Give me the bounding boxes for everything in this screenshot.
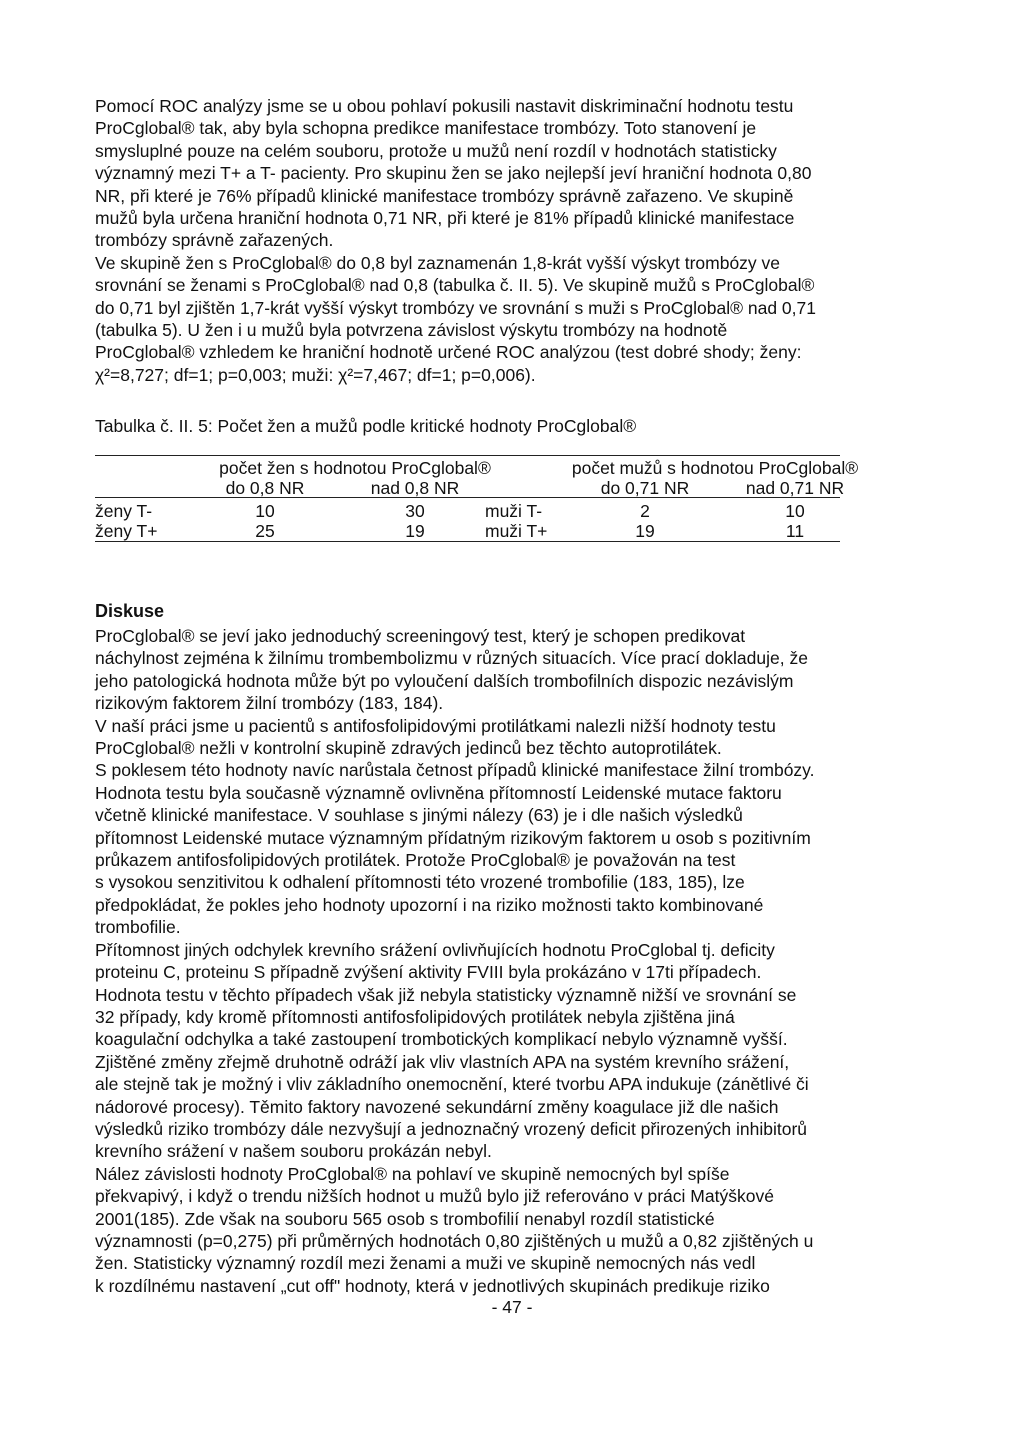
text-line: Hodnota testu v těchto případech však již nebyla statisticky významně nižší ve srovnání se bbox=[95, 984, 797, 1005]
discussion-text bbox=[95, 625, 880, 1297]
men-col-high-header: nad 0,71 NR bbox=[745, 478, 845, 498]
text-line: S poklesem této hodnoty navíc narůstala četnost případů klinické manifestace žilní trombózy. bbox=[95, 760, 815, 781]
text-line: rizikovým faktorem žilní trombózy (183, 184). bbox=[95, 693, 444, 714]
table-cell: 19 bbox=[635, 521, 655, 541]
text-line: Přítomnost jiných odchylek krevního srážení ovlivňujících hodnotu ProCglobal tj. deficity bbox=[95, 939, 775, 960]
text-line: náchylnost zejména k žilnímu trombembolizmu v různých situacích. Více prací dokladuje, že bbox=[95, 648, 808, 669]
text-line: srovnání se ženami s ProCglobal® nad 0,8 (tabulka č. II. 5). Ve skupině mužů s ProCglobal® bbox=[95, 275, 815, 296]
text-line: koagulační odchylka a také zastoupení trombotických komplikací nebylo významně vyšší. bbox=[95, 1029, 788, 1050]
table-bottom-rule bbox=[95, 541, 840, 542]
table-cell: 2 bbox=[640, 501, 650, 521]
discussion-heading: Diskuse bbox=[95, 601, 165, 621]
table-cell: 19 bbox=[405, 521, 425, 541]
table-row-label: muži T+ bbox=[485, 521, 548, 541]
table-cell: 10 bbox=[255, 501, 275, 521]
table-header-rule bbox=[95, 497, 840, 498]
text-line: NR, při které je 76% případů klinické manifestace trombózy správně zařazeno. Ve skupině bbox=[95, 185, 794, 206]
text-line: Zjištěné změny zřejmě druhotně odráží jak vliv vlastních APA na systém krevního srážení, bbox=[95, 1051, 790, 1072]
text-line: Ve skupině žen s ProCglobal® do 0,8 byl zaznamenán 1,8-krát vyšší výskyt trombózy ve bbox=[95, 252, 781, 273]
text-line: Nález závislosti hodnoty ProCglobal® na pohlaví ve skupině nemocných byl spíše bbox=[95, 1163, 730, 1184]
text-line: trombofilie. bbox=[95, 917, 181, 938]
table-top-rule bbox=[95, 455, 840, 456]
text-line: včetně klinické manifestace. V souhlase s jinými nálezy (63) je i dle našich výsledků bbox=[95, 805, 743, 826]
table-row-label: ženy T+ bbox=[95, 521, 158, 541]
text-line: krevního srážení v našem souboru prokázán nebyl. bbox=[95, 1141, 492, 1162]
text-line: χ²=8,727; df=1; p=0,003; muži: χ²=7,467; df=1; p=0,006). bbox=[95, 364, 536, 385]
table-cell: 10 bbox=[785, 501, 805, 521]
men-group-header: počet mužů s hodnotou ProCglobal® bbox=[571, 458, 859, 478]
text-line: významný mezi T+ a T- pacienty. Pro skupinu žen se jako nejlepší jeví hraniční hodnota 0,80 bbox=[95, 163, 812, 184]
text-line: smysluplné pouze na celém souboru, protože u mužů není rozdíl v hodnotách statisticky bbox=[95, 140, 777, 161]
text-line: 2001(185). Zde však na souboru 565 osob s trombofilií nenabyl rozdíl statistické bbox=[95, 1208, 715, 1229]
text-line: výsledků riziko trombózy dále nezvyšují a jednoznačný vrozený deficit přirozených inhibitorů bbox=[95, 1118, 808, 1139]
women-group-header: počet žen s hodnotou ProCglobal® bbox=[219, 458, 491, 478]
men-col-low-header: do 0,71 NR bbox=[600, 478, 690, 498]
text-line: přítomnost Leidenské mutace významným přídatným rizikovým faktorem u osob s pozitivním bbox=[95, 827, 811, 848]
text-line: Hodnota testu byla současně významně ovlivněna přítomností Leidenské mutace faktoru bbox=[95, 782, 782, 803]
text-line: jeho patologická hodnota může být po vyloučení dalších trombofilních dispozic nezávislým bbox=[95, 670, 794, 691]
women-col-low-header: do 0,8 NR bbox=[225, 478, 305, 498]
text-line: proteinu C, proteinu S případně zvýšení aktivity FVIII byla prokázáno v 17ti případech. bbox=[95, 962, 762, 983]
text-line: průkazem antifosfolipidových protilátek. Protože ProCglobal® je považován na test bbox=[95, 850, 736, 871]
text-line: ProCglobal® vzhledem ke hraniční hodnotě určené ROC analýzou (test dobré shody; ženy: bbox=[95, 342, 802, 363]
text-line: s vysokou senzitivitou k odhalení přítomnosti této vrozené trombofilie (183, 185), lze bbox=[95, 872, 745, 893]
text-line: V naší práci jsme u pacientů s antifosfolipidovými protilátkami nalezli nižší hodnoty testu bbox=[95, 715, 776, 736]
women-col-high-header: nad 0,8 NR bbox=[370, 478, 460, 498]
text-line: ProCglobal® nežli v kontrolní skupině zdravých jedinců bez těchto autoprotilátek. bbox=[95, 738, 722, 759]
text-line: trombózy správně zařazených. bbox=[95, 230, 334, 251]
text-line: 32 případy, kdy kromě přítomnosti antifosfolipidových protilátek nebyla zjištěna jiná bbox=[95, 1006, 735, 1027]
text-line: do 0,71 byl zjištěn 1,7-krát vyšší výskyt trombózy ve srovnání s muži s ProCglobal® nad 0,71 bbox=[95, 297, 816, 318]
text-line: nádorové procesy). Těmito faktory navozené sekundární změny koagulace již dle našich bbox=[95, 1096, 779, 1117]
table-row-label: muži T- bbox=[485, 501, 543, 521]
text-line: Pomocí ROC analýzy jsme se u obou pohlaví pokusili nastavit diskriminační hodnotu testu bbox=[95, 96, 794, 116]
table-cell: 30 bbox=[405, 501, 425, 521]
text-line: k rozdílnému nastavení „cut off" hodnoty, která v jednotlivých skupinách predikuje riziko bbox=[95, 1275, 770, 1296]
text-line: ale stejně tak je možný i vliv základního onemocnění, které tvorbu APA indukuje (zánětlivé či bbox=[95, 1074, 809, 1095]
text-line: ProCglobal® se jeví jako jednoduchý screeningový test, který je schopen predikovat bbox=[95, 626, 746, 646]
table-cell: 25 bbox=[255, 521, 275, 541]
text-line: překvapivý, i když o trendu nižších hodnot u mužů bylo již referováno v práci Matýškové bbox=[95, 1186, 774, 1207]
text-line: předpokládat, že pokles jeho hodnoty upozorní i na riziko možnosti takto kombinované bbox=[95, 894, 764, 915]
table-cell: 11 bbox=[785, 521, 805, 541]
page-number: - 47 - bbox=[491, 1297, 533, 1317]
table-row-label: ženy T- bbox=[95, 501, 153, 521]
text-line: ProCglobal® tak, aby byla schopna predikce manifestace trombózy. Toto stanovení je bbox=[95, 118, 757, 139]
text-line: (tabulka 5). U žen i u mužů byla potvrzena závislost výskytu trombózy na hodnotě bbox=[95, 320, 728, 341]
table-caption: Tabulka č. II. 5: Počet žen a mužů podle kritické hodnoty ProCglobal® bbox=[95, 416, 637, 436]
text-line: významnosti (p=0,275) při průměrných hodnotách 0,80 zjištěných u mužů a 0,82 zjištěných u bbox=[95, 1230, 814, 1251]
text-line: žen. Statisticky významný rozdíl mezi ženami a muži ve skupině nemocných nás vedl bbox=[95, 1253, 756, 1274]
intro-paragraph bbox=[95, 95, 880, 386]
text-line: mužů byla určena hraniční hodnota 0,71 NR, při které je 81% případů klinické manifestace bbox=[95, 208, 795, 229]
